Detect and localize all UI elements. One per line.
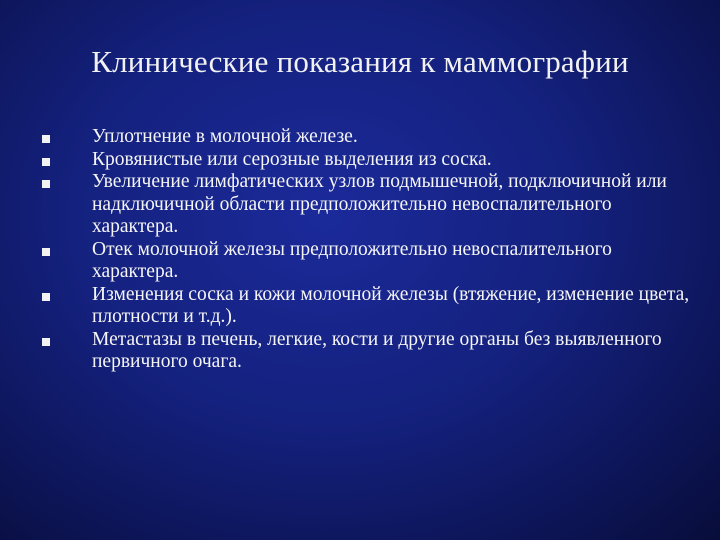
square-bullet-icon: [42, 135, 50, 143]
bullet-text: Увеличение лимфатических узлов подмышечной, подключичной или надключичной области предположительно невоспалительного характера.: [92, 171, 667, 237]
bullet-text: Отек молочной железы предположительно невоспалительного характера.: [92, 238, 612, 282]
square-bullet-icon: [42, 158, 50, 166]
bullet-item: [42, 126, 702, 149]
bullet-item: [42, 239, 702, 284]
bullet-text: Кровянистые или серозные выделения из соска.: [92, 148, 492, 170]
square-bullet-icon: [42, 180, 50, 188]
square-bullet-icon: [42, 293, 50, 301]
square-bullet-icon: [42, 338, 50, 346]
bullet-item: [42, 149, 702, 172]
bullet-item: [42, 329, 702, 374]
bullet-list: [42, 126, 702, 374]
bullet-item: [42, 284, 702, 329]
bullet-item: [42, 171, 702, 239]
bullet-text: Метастазы в печень, легкие, кости и другие органы без выявленного первичного очага.: [92, 328, 662, 372]
bullet-text: Изменения соска и кожи молочной железы (втяжение, изменение цвета, плотности и т.д.).: [92, 283, 690, 327]
bullet-text: Уплотнение в молочной железе.: [92, 126, 358, 147]
slide-title: Клинические показания к маммографии: [91, 44, 629, 79]
square-bullet-icon: [42, 248, 50, 256]
